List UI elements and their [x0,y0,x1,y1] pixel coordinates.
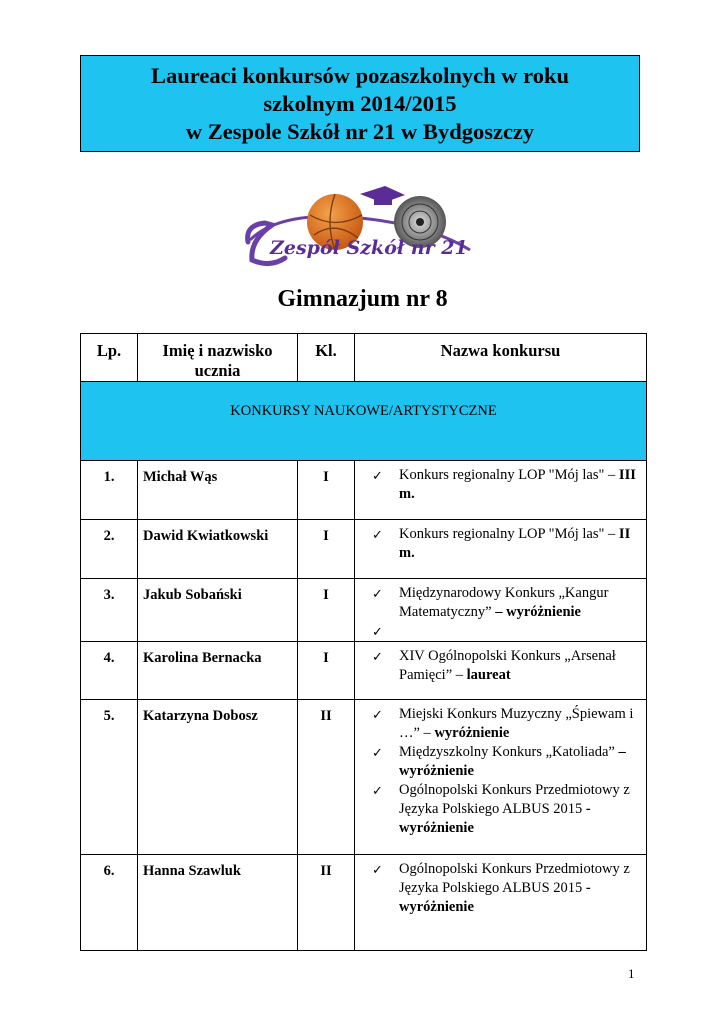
competition-cell [355,855,647,951]
competition-name: Międzynarodowy Konkurs „Kangur Matematyczny” [399,585,609,620]
svg-text:Zespół Szkół nr 21: Zespół Szkół nr 21 [270,237,468,259]
competition-list [372,647,642,685]
competition-cell [355,700,647,855]
competition-name: Międzyszkolny Konkurs „Katoliada” [399,744,619,760]
checkmark-icon: ✓ [372,783,383,798]
competition-name: Ogólnopolski Konkurs Przedmiotowy z Języka Polskiego ALBUS 2015 [399,861,630,896]
competition-cell [355,520,647,579]
title-line-2: szkolnym 2014/2015 [263,91,457,116]
header-lp: Lp. [81,334,138,382]
title-box [80,55,640,152]
table-header-row [81,334,647,382]
row-number: 5. [81,700,138,855]
student-class: I [298,579,355,642]
student-class: II [298,855,355,951]
header-class: Kl. [298,334,355,382]
checkmark-icon: ✓ [372,624,383,639]
title-line-1: Laureaci konkursów pozaszkolnych w roku [151,63,569,88]
school-logo [240,180,480,275]
table-row [81,461,647,520]
competition-cell [355,461,647,520]
row-number: 4. [81,642,138,700]
competition-result: II m. [399,526,631,561]
table-row [81,579,647,642]
school-name-heading: Gimnazjum nr 8 [277,286,448,312]
laureates-table [80,333,647,951]
competition-list [372,525,642,563]
student-name: Michał Wąs [138,461,298,520]
competition-name: Miejski Konkurs Muzyczny „Śpiewam i …” – [399,706,634,741]
page-number: 1 [628,966,635,981]
row-number: 1. [81,461,138,520]
table-row [81,855,647,951]
competition-result: laureat [466,667,511,683]
table-row [81,700,647,855]
competition-item [372,525,642,563]
competition-name: XIV Ogólnopolski Konkurs „Arsenał Pamięci” – [399,648,616,683]
competition-item [372,584,642,622]
student-name: Katarzyna Dobosz [138,700,298,855]
section-title: KONKURSY NAUKOWE/ARTYSTYCZNE [81,382,647,461]
competition-result: III m. [399,467,636,502]
competition-item [372,743,642,781]
competition-result: - wyróżnienie [399,880,591,915]
student-class: II [298,700,355,855]
section-row [81,382,647,461]
competition-cell [355,579,647,642]
student-name: Karolina Bernacka [138,642,298,700]
competition-result: wyróżnienie [434,725,510,741]
checkmark-icon: ✓ [372,649,383,664]
checkmark-icon: ✓ [372,586,383,601]
competition-list [372,466,642,504]
row-number: 3. [81,579,138,642]
student-name: Hanna Szawluk [138,855,298,951]
checkmark-icon: ✓ [372,862,383,877]
row-number: 2. [81,520,138,579]
competition-name: Ogólnopolski Konkurs Przedmiotowy z Języka Polskiego ALBUS 2015 [399,782,630,817]
student-name: Jakub Sobański [138,579,298,642]
row-number: 6. [81,855,138,951]
competition-item [372,860,642,917]
student-name: Dawid Kwiatkowski [138,520,298,579]
student-class: I [298,520,355,579]
competition-list [372,860,642,917]
competition-result: – wyróżnienie [495,604,581,620]
competition-result: - wyróżnienie [399,801,591,836]
table-row [81,642,647,700]
student-class: I [298,642,355,700]
competition-name: Konkurs regionalny LOP "Mój las" – [399,526,619,542]
checkmark-icon: ✓ [372,707,383,722]
checkmark-icon: ✓ [372,527,383,542]
competition-item [372,647,642,685]
competition-name: Konkurs regionalny LOP "Mój las" – [399,467,619,483]
competition-result: – wyróżnienie [399,744,626,779]
checkmark-icon: ✓ [372,745,383,760]
checkmark-icon: ✓ [372,468,383,483]
competition-list [372,705,642,838]
competition-item [372,781,642,838]
table-row [81,520,647,579]
header-name: Imię i nazwisko ucznia [138,334,298,382]
competition-item [372,622,642,641]
competition-item [372,466,642,504]
header-competition: Nazwa konkursu [355,334,647,382]
competition-item [372,705,642,743]
title-line-3: w Zespole Szkół nr 21 w Bydgoszczy [185,119,535,144]
competition-list [372,584,642,641]
student-class: I [298,461,355,520]
competition-cell [355,642,647,700]
